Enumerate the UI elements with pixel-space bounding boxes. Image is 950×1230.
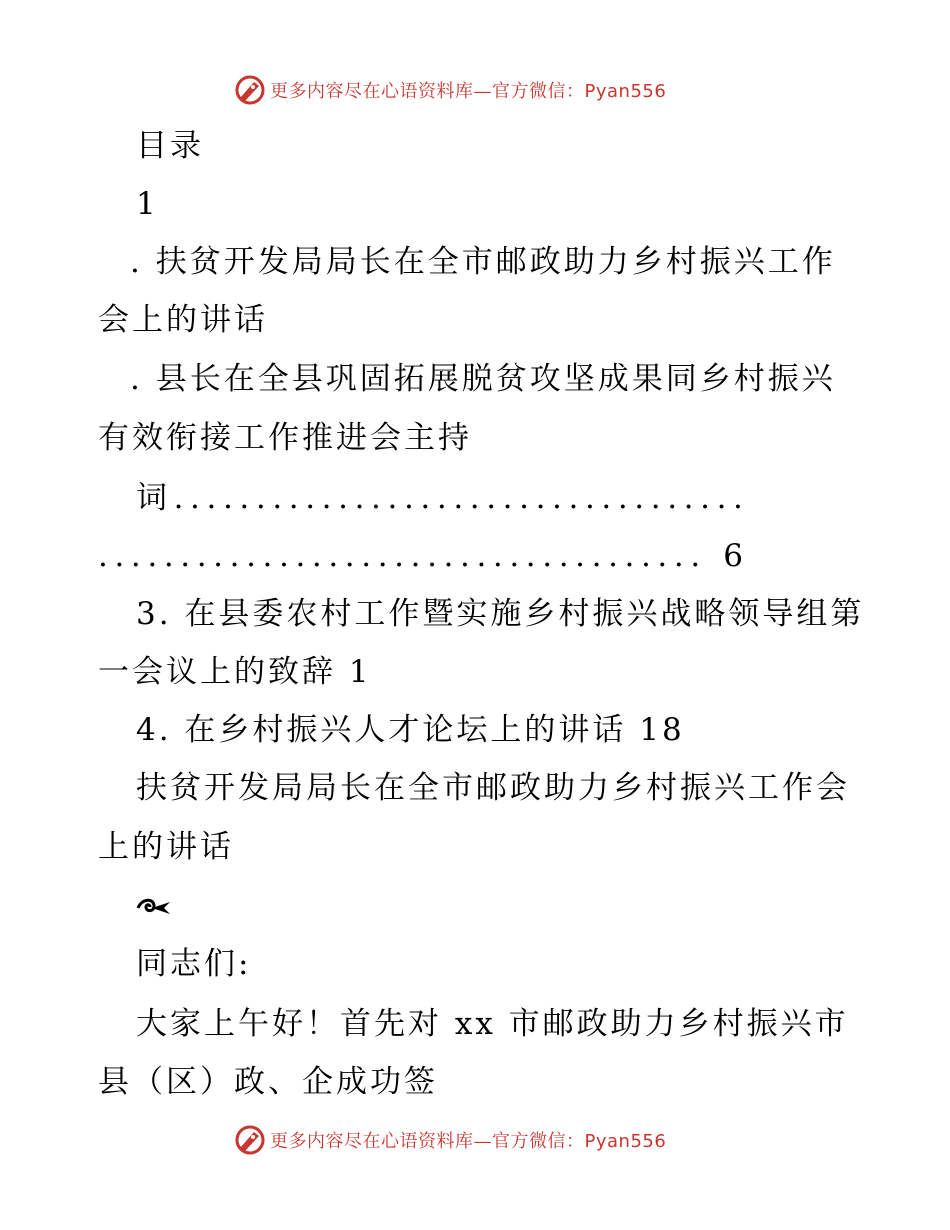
toc-item-1-line-1: . 扶贫开发局局长在全市邮政助力乡村振兴工作 (130, 244, 836, 280)
toc-title: 目录 (136, 128, 204, 164)
toc-item-2-line-1: . 县长在全县巩固拓展脱贫攻坚成果同乡村振兴 (130, 361, 836, 397)
toc-item-2-line-2: 有效衔接工作推进会主持 (98, 420, 472, 456)
header-banner (0, 70, 950, 110)
body-line-2: 县（区）政、企成功签 (98, 1064, 438, 1100)
pen-nib-logo-icon (234, 74, 266, 106)
greeting: 同志们: (136, 946, 252, 982)
toc-item-1-line-2: 会上的讲话 (98, 302, 268, 338)
header-banner-wechat: 官方微信：Pyan556 (492, 81, 667, 102)
header-banner-slogan: 更多内容尽在心语资料库 (270, 81, 474, 102)
toc-item-3-line-1: 3. 在县委农村工作暨实施乡村振兴战略领导组第 (136, 596, 865, 632)
footer-banner-dash: — (473, 1131, 492, 1152)
toc-item-2-line-4: ..................................... 6 (98, 538, 750, 574)
speech-title-line-1: 扶贫开发局局长在全市邮政助力乡村振兴工作会 (136, 770, 850, 806)
pen-nib-logo-icon (234, 1124, 266, 1156)
footer-banner (0, 1120, 950, 1160)
footer-banner-wechat: 官方微信：Pyan556 (492, 1131, 667, 1152)
toc-number: 1 (136, 186, 159, 222)
footer-banner-slogan: 更多内容尽在心语资料库 (270, 1131, 474, 1152)
toc-item-3-line-2: 一会议上的致辞 1 (98, 654, 372, 690)
fleuron-ornament-icon (136, 892, 176, 922)
header-banner-dash: — (473, 81, 492, 102)
toc-item-2-line-3: 词................................... (136, 480, 750, 516)
footer-banner-text (270, 1127, 666, 1153)
body-line-1: 大家上午好！首先对 xx 市邮政助力乡村振兴市 (136, 1006, 849, 1042)
speech-title-line-2: 上的讲话 (98, 829, 234, 865)
header-banner-text (270, 77, 666, 103)
toc-item-4: 4. 在乡村振兴人才论坛上的讲话 18 (136, 712, 685, 748)
